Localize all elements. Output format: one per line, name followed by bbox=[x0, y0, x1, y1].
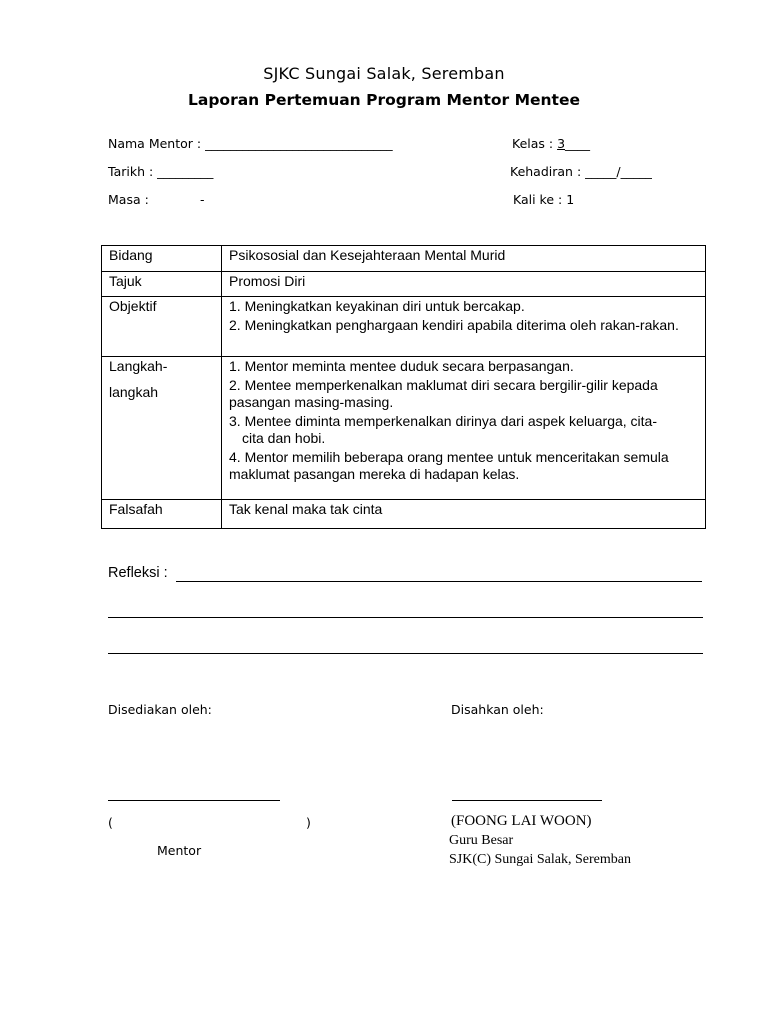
tarikh-blank: _________ bbox=[157, 164, 214, 179]
table-row-langkah bbox=[102, 356, 706, 500]
list-item: 2. Meningkatkan penghargaan kendiri apabila diterima oleh rakan-rakan. bbox=[229, 317, 679, 334]
kehadiran-label: Kehadiran : bbox=[510, 164, 582, 179]
list-item: 3. Mentee diminta memperkenalkan dirinya dari aspek keluarga, cita- bbox=[229, 412, 657, 429]
kelas-value: 3 bbox=[557, 136, 566, 151]
tajuk-label: Tajuk bbox=[102, 271, 222, 297]
masa-dash: - bbox=[200, 192, 205, 207]
masa-label: Masa : bbox=[108, 192, 149, 207]
table-row-bidang bbox=[102, 246, 706, 272]
kali-ke-field: Kali ke : 1 bbox=[513, 192, 575, 207]
kelas-blank: ____ bbox=[565, 136, 591, 151]
kehadiran-field bbox=[510, 164, 652, 179]
list-item: 1. Mentor meminta mentee duduk secara berpasangan. bbox=[229, 357, 574, 374]
nama-mentor-field bbox=[108, 136, 393, 151]
kelas-label: Kelas : bbox=[512, 136, 558, 151]
table-row-objektif bbox=[102, 297, 706, 356]
principal-school: SJK(C) Sungai Salak, Seremban bbox=[449, 852, 631, 867]
mentor-label: Mentor bbox=[157, 843, 202, 858]
objektif-label: Objektif bbox=[102, 297, 222, 356]
langkah-label-line2: langkah bbox=[109, 383, 159, 400]
school-name: SJKC Sungai Salak, Seremban bbox=[263, 64, 505, 83]
refleksi-line-3 bbox=[108, 653, 703, 654]
table-row-tajuk bbox=[102, 271, 706, 297]
langkah-label-line1: Langkah- bbox=[109, 357, 168, 374]
report-table bbox=[101, 245, 706, 529]
tarikh-field bbox=[108, 164, 213, 179]
disediakan-label: Disediakan oleh: bbox=[108, 702, 212, 717]
langkah-label bbox=[102, 356, 222, 500]
list-item: 2. Mentee memperkenalkan maklumat diri secara bergilir-gilir kepada pasangan masing-masing. bbox=[229, 376, 658, 410]
table-row-falsafah bbox=[102, 500, 706, 529]
disahkan-label: Disahkan oleh: bbox=[451, 702, 544, 717]
bidang-label: Bidang bbox=[102, 246, 222, 272]
close-paren: ) bbox=[306, 815, 311, 830]
mentor-signature-line bbox=[108, 800, 280, 801]
objektif-list bbox=[222, 297, 706, 356]
refleksi-line-2 bbox=[108, 617, 703, 618]
list-item: 4. Mentor memilih beberapa orang mentee untuk menceritakan semula maklumat pasangan mereka di hadapan kelas. bbox=[229, 448, 669, 482]
refleksi-line-1 bbox=[176, 581, 702, 582]
langkah-list bbox=[222, 356, 706, 500]
kehadiran-blank: _____/_____ bbox=[585, 164, 652, 179]
tajuk-value: Promosi Diri bbox=[222, 271, 706, 297]
falsafah-value: Tak kenal maka tak cinta bbox=[222, 500, 706, 529]
bidang-value: Psikososial dan Kesejahteraan Mental Murid bbox=[222, 246, 706, 272]
kelas-field bbox=[512, 136, 590, 151]
principal-name: (FOONG LAI WOON) bbox=[451, 813, 592, 829]
open-paren: ( bbox=[108, 815, 113, 830]
principal-signature-line bbox=[452, 800, 602, 801]
refleksi-label: Refleksi : bbox=[108, 565, 168, 581]
list-item: 1. Meningkatkan keyakinan diri untuk bercakap. bbox=[229, 298, 525, 315]
nama-mentor-label: Nama Mentor : bbox=[108, 136, 202, 151]
principal-title: Guru Besar bbox=[449, 833, 514, 848]
nama-mentor-blank: ______________________________ bbox=[205, 136, 393, 151]
falsafah-label: Falsafah bbox=[102, 500, 222, 529]
list-item: cita dan hobi. bbox=[242, 429, 326, 446]
tarikh-label: Tarikh : bbox=[108, 164, 154, 179]
report-title: Laporan Pertemuan Program Mentor Mentee bbox=[187, 91, 580, 109]
